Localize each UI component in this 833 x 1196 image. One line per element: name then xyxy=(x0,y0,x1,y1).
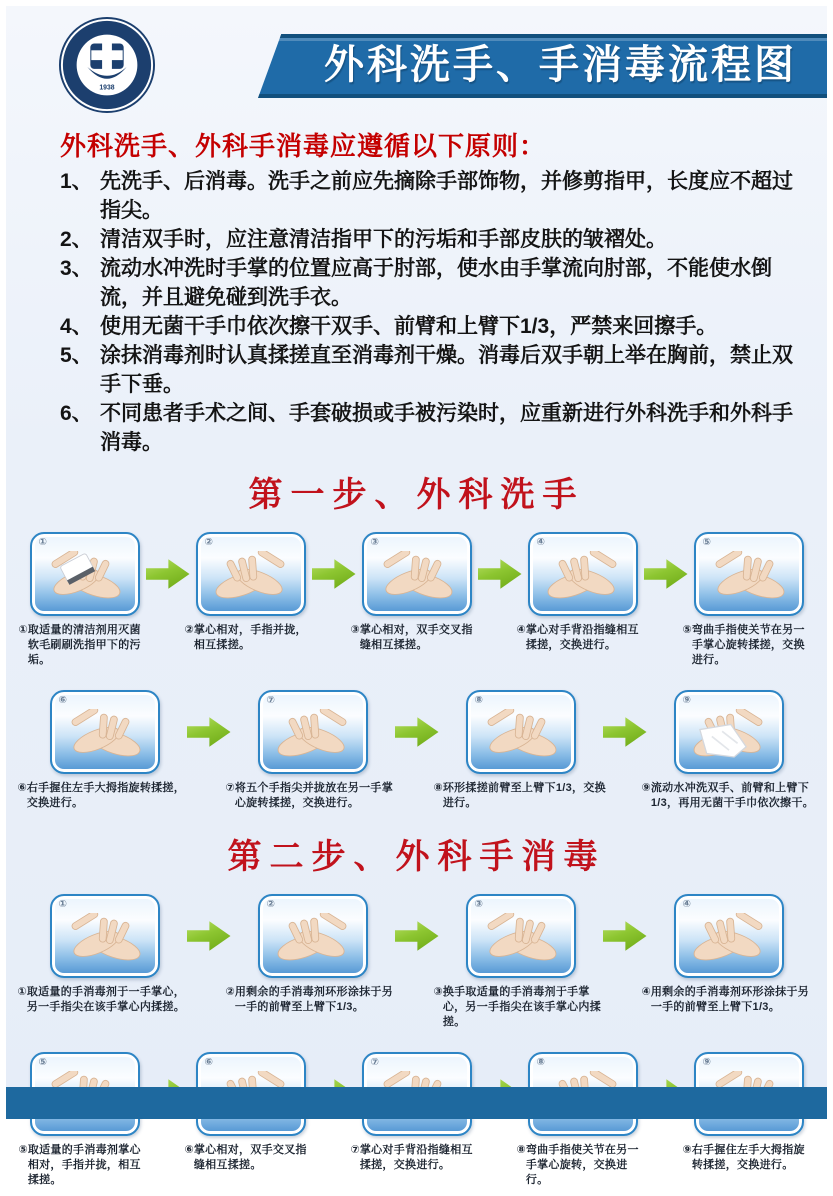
section-title: 第一步、外科洗手 xyxy=(248,477,585,514)
hands-illustration-icon xyxy=(266,913,360,973)
hands-illustration-icon xyxy=(682,709,776,769)
hands-illustration-icon xyxy=(58,709,152,769)
caption-number: ⑥ xyxy=(184,1144,194,1156)
principle-text: 清洁双手时，应注意清洁指甲下的污垢和手部皮肤的皱褶处。 xyxy=(100,228,667,251)
caption-text: 取适量的清洁剂用灭菌软毛刷刷洗指甲下的污垢。 xyxy=(27,624,141,666)
step-number-badge: ⑦ xyxy=(266,695,275,706)
caption-text: 掌心相对，双手交叉指缝相互揉搓。 xyxy=(193,1144,307,1171)
step-caption xyxy=(226,985,400,1015)
step-item xyxy=(351,532,483,653)
caption-number: ⑦ xyxy=(350,1144,360,1156)
arrow-right-icon xyxy=(478,558,522,590)
poster-header xyxy=(6,6,827,112)
step-illustration xyxy=(258,690,368,774)
arrow-right-icon xyxy=(603,716,647,748)
hands-illustration-icon xyxy=(370,551,464,611)
caption-number: ① xyxy=(17,986,27,998)
hands-illustration-icon xyxy=(266,709,360,769)
step-number-badge: ⑨ xyxy=(702,1057,711,1068)
step-caption xyxy=(642,985,816,1015)
step-number-badge: ① xyxy=(58,899,67,910)
caption-text: 用剩余的手消毒剂环形涂抹于另一手的前臂至上臂下1/3。 xyxy=(234,986,394,1013)
step-illustration xyxy=(50,690,160,774)
caption-text: 弯曲手指使关节在另一手掌心旋转揉搓，交换进行。 xyxy=(691,624,805,666)
step-item xyxy=(434,894,608,1030)
step-illustration xyxy=(196,532,306,616)
step-number-badge: ④ xyxy=(536,537,545,548)
step-item xyxy=(185,532,317,653)
step-caption xyxy=(517,623,649,653)
hands-illustration-icon xyxy=(58,913,152,973)
step-number-badge: ③ xyxy=(474,899,483,910)
caption-text: 取适量的手消毒剂掌心相对，手指并拢，相互揉搓。 xyxy=(27,1144,141,1186)
step-number-badge: ⑤ xyxy=(38,1057,47,1068)
step-number-badge: ⑦ xyxy=(370,1057,379,1068)
arrow-right-icon xyxy=(146,558,190,590)
hands-illustration-icon xyxy=(536,551,630,611)
step-number-badge: ① xyxy=(38,537,47,548)
step-illustration xyxy=(674,894,784,978)
step-caption xyxy=(351,623,483,653)
caption-text: 掌心对手背沿指缝相互揉搓，交换进行。 xyxy=(359,1144,473,1171)
logo-year: 1938 xyxy=(99,84,115,92)
step-number-badge: ⑧ xyxy=(474,695,483,706)
principle-item xyxy=(60,167,793,225)
caption-number: ⑧ xyxy=(516,1144,526,1156)
caption-number: ⑨ xyxy=(641,782,651,794)
step-item xyxy=(19,1052,151,1188)
principle-text: 先洗手、后消毒。洗手之前应先摘除手部饰物，并修剪指甲，长度应不超过指尖。 xyxy=(100,170,793,222)
step-illustration xyxy=(50,894,160,978)
step-caption xyxy=(683,623,815,668)
caption-text: 右手握住左手大拇指旋转揉搓，交换进行。 xyxy=(26,782,186,809)
step-item xyxy=(18,690,192,811)
step-illustration xyxy=(674,690,784,774)
step-caption xyxy=(434,781,608,811)
step-illustration xyxy=(528,532,638,616)
step-caption xyxy=(351,1143,483,1173)
arrow-right-icon xyxy=(395,716,439,748)
step-item xyxy=(226,894,400,1015)
title-banner xyxy=(244,34,827,98)
step-caption xyxy=(185,623,317,653)
footer-bar xyxy=(6,1087,827,1119)
step-caption xyxy=(18,985,192,1015)
arrow-right-icon xyxy=(312,558,356,590)
principles-title: 外科洗手、外科手消毒应遵循以下原则： xyxy=(60,132,547,161)
arrow-right-icon xyxy=(187,920,231,952)
principle-text: 使用无菌干手巾依次擦干双手、前臂和上臂下1/3，严禁来回擦手。 xyxy=(100,315,718,338)
step-number-badge: ② xyxy=(204,537,213,548)
hands-illustration-icon xyxy=(474,913,568,973)
principle-number: 3、 xyxy=(60,257,93,280)
step-illustration xyxy=(362,532,472,616)
step-item xyxy=(18,894,192,1015)
steps-row xyxy=(6,880,827,1038)
caption-number: ④ xyxy=(516,624,526,636)
step-caption xyxy=(19,1143,151,1188)
step-item xyxy=(642,894,816,1015)
principles-section xyxy=(6,112,827,457)
step-item xyxy=(517,1052,649,1188)
caption-number: ① xyxy=(18,624,28,636)
caption-text: 右手握住左手大拇指旋转揉搓，交换进行。 xyxy=(691,1144,805,1171)
principle-item xyxy=(60,225,793,254)
hospital-logo xyxy=(58,16,156,114)
step-item xyxy=(434,690,608,811)
step-number-badge: ③ xyxy=(370,537,379,548)
caption-number: ④ xyxy=(641,986,651,998)
caption-text: 环形揉搓前臂至上臂下1/3，交换进行。 xyxy=(442,782,606,809)
principle-number: 4、 xyxy=(60,315,93,338)
caption-number: ⑥ xyxy=(17,782,27,794)
caption-text: 用剩余的手消毒剂环形涂抹于另一手的前臂至上臂下1/3。 xyxy=(650,986,810,1013)
caption-number: ⑤ xyxy=(18,1144,28,1156)
caption-text: 掌心相对，手指并拢，相互揉搓。 xyxy=(193,624,307,651)
caption-number: ③ xyxy=(350,624,360,636)
principle-text: 流动水冲洗时手掌的位置应高于肘部，使水由手掌流向肘部，不能使水倒流，并且避免碰到洗手衣。 xyxy=(100,257,772,309)
hands-illustration-icon xyxy=(702,551,796,611)
principle-text: 不同患者手术之间、手套破损或手被污染时，应重新进行外科洗手和外科手消毒。 xyxy=(100,402,793,454)
step-number-badge: ② xyxy=(266,899,275,910)
step-item xyxy=(642,690,816,811)
step-number-badge: ⑥ xyxy=(204,1057,213,1068)
principle-text: 涂抹消毒剂时认真揉搓直至消毒剂干燥。消毒后双手朝上举在胸前，禁止双手下垂。 xyxy=(100,344,793,396)
principle-item xyxy=(60,399,793,457)
step-illustration xyxy=(258,894,368,978)
caption-text: 将五个手指尖并拢放在另一手掌心旋转揉搓，交换进行。 xyxy=(234,782,394,809)
caption-number: ③ xyxy=(433,986,443,998)
hands-illustration-icon xyxy=(474,709,568,769)
step-item xyxy=(683,532,815,668)
step-illustration xyxy=(694,532,804,616)
caption-number: ② xyxy=(225,986,235,998)
caption-text: 流动水冲洗双手、前臂和上臂下1/3，再用无菌干手巾依次擦干。 xyxy=(650,782,814,809)
step-illustration xyxy=(466,894,576,978)
principle-number: 6、 xyxy=(60,402,93,425)
step-caption xyxy=(18,781,192,811)
step-caption xyxy=(517,1143,649,1188)
step-caption xyxy=(642,781,816,811)
arrow-right-icon xyxy=(395,920,439,952)
caption-text: 弯曲手指使关节在另一手掌心旋转，交换进行。 xyxy=(525,1144,639,1186)
step-number-badge: ④ xyxy=(682,899,691,910)
poster-title: 外科洗手、手消毒流程图 xyxy=(324,43,797,87)
steps-row xyxy=(6,518,827,676)
arrow-right-icon xyxy=(603,920,647,952)
principle-number: 5、 xyxy=(60,344,93,367)
hands-illustration-icon xyxy=(682,913,776,973)
step-item xyxy=(19,532,151,668)
step-illustration xyxy=(466,690,576,774)
caption-text: 掌心对手背沿指缝相互揉搓，交换进行。 xyxy=(525,624,639,651)
arrow-right-icon xyxy=(187,716,231,748)
caption-text: 换手取适量的手消毒剂于手掌心，另一手指尖在该手掌心内揉搓。 xyxy=(442,986,602,1028)
hands-illustration-icon xyxy=(38,551,132,611)
caption-text: 掌心相对，双手交叉指缝相互揉搓。 xyxy=(359,624,473,651)
towel-icon xyxy=(699,724,745,757)
principle-number: 2、 xyxy=(60,228,93,251)
caption-number: ⑨ xyxy=(682,1144,692,1156)
step-item xyxy=(517,532,649,653)
step-caption xyxy=(226,781,400,811)
step-illustration xyxy=(30,532,140,616)
principle-item xyxy=(60,312,793,341)
principle-number: 1、 xyxy=(60,170,93,193)
arrow-right-icon xyxy=(644,558,688,590)
step-number-badge: ⑧ xyxy=(536,1057,545,1068)
step-caption xyxy=(19,623,151,668)
section-title: 第二步、外科手消毒 xyxy=(227,839,606,876)
step-item xyxy=(226,690,400,811)
principle-item xyxy=(60,341,793,399)
steps-row xyxy=(6,676,827,819)
step-number-badge: ⑤ xyxy=(702,537,711,548)
step-number-badge: ⑥ xyxy=(58,695,67,706)
hands-illustration-icon xyxy=(204,551,298,611)
caption-number: ⑧ xyxy=(433,782,443,794)
caption-number: ⑦ xyxy=(225,782,235,794)
caption-text: 取适量的手消毒剂于一手掌心，另一手指尖在该手掌心内揉搓。 xyxy=(26,986,186,1013)
principles-list xyxy=(60,167,793,457)
step-number-badge: ⑨ xyxy=(682,695,691,706)
caption-number: ⑤ xyxy=(682,624,692,636)
caption-number: ② xyxy=(184,624,194,636)
step-caption xyxy=(434,985,608,1030)
principle-item xyxy=(60,254,793,312)
step-caption xyxy=(185,1143,317,1173)
step-caption xyxy=(683,1143,815,1173)
